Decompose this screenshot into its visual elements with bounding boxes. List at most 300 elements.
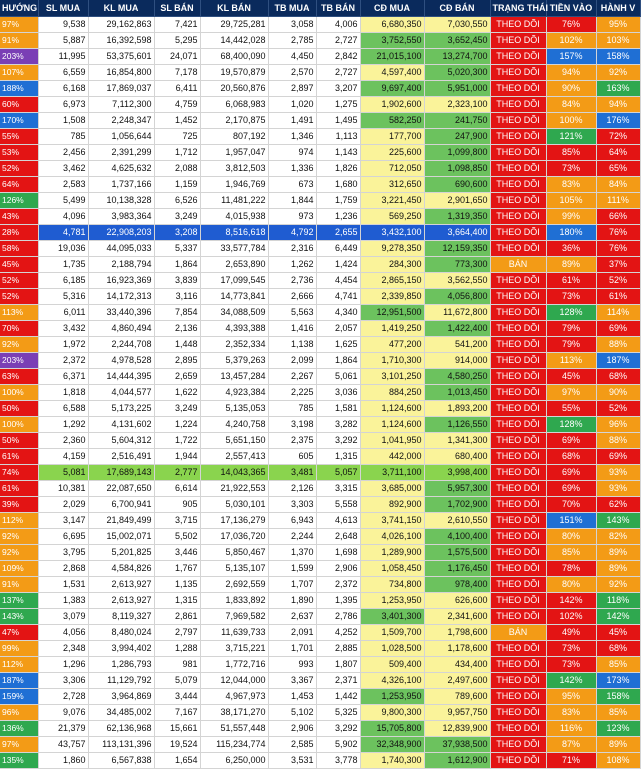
column-header-money-in[interactable]: TIỀN VÀO: [546, 0, 596, 17]
status-badge: THEO DÕI: [490, 657, 546, 673]
table-row[interactable]: [0, 449, 640, 465]
table-row[interactable]: [0, 81, 640, 97]
table-row[interactable]: [0, 305, 640, 321]
table-row[interactable]: [0, 641, 640, 657]
cell-behavior: 76%: [596, 225, 640, 241]
header-row: [0, 0, 640, 17]
cell-cd-buy: 1,289,900: [360, 545, 424, 561]
cell-kl-sell: 807,192: [200, 129, 268, 145]
cell-sl-buy: 1,508: [38, 113, 88, 129]
column-header-avg-sell[interactable]: TB BÁN: [316, 0, 360, 17]
cell-avg-buy: 5,563: [268, 305, 316, 321]
cell-kl-sell: 19,570,879: [200, 65, 268, 81]
cell-direction: 96%: [0, 705, 38, 721]
cell-money-in: 97%: [546, 385, 596, 401]
cell-avg-sell: 5,057: [316, 465, 360, 481]
table-row[interactable]: [0, 257, 640, 273]
cell-money-in: 68%: [546, 449, 596, 465]
table-row[interactable]: [0, 113, 640, 129]
cell-sl-buy: 6,973: [38, 97, 88, 113]
cell-cd-buy: 3,752,550: [360, 33, 424, 49]
cell-kl-buy: 14,172,313: [88, 289, 154, 305]
cell-kl-buy: 1,737,166: [88, 177, 154, 193]
cell-avg-buy: 2,244: [268, 529, 316, 545]
cell-money-in: 94%: [546, 65, 596, 81]
table-row[interactable]: [0, 465, 640, 481]
cell-kl-buy: 16,392,598: [88, 33, 154, 49]
cell-avg-buy: 1,370: [268, 545, 316, 561]
cell-money-in: 79%: [546, 337, 596, 353]
cell-behavior: 88%: [596, 433, 640, 449]
cell-direction: 100%: [0, 417, 38, 433]
cell-kl-buy: 5,173,225: [88, 401, 154, 417]
table-row[interactable]: [0, 689, 640, 705]
cell-kl-sell: 5,030,101: [200, 497, 268, 513]
cell-avg-buy: 3,531: [268, 753, 316, 769]
cell-kl-buy: 2,248,347: [88, 113, 154, 129]
cell-behavior: 158%: [596, 49, 640, 65]
status-badge: THEO DÕI: [490, 497, 546, 513]
cell-cd-sell: 3,998,400: [424, 465, 490, 481]
cell-cd-sell: 1,341,300: [424, 433, 490, 449]
table-row[interactable]: [0, 417, 640, 433]
cell-cd-sell: 1,099,800: [424, 145, 490, 161]
status-badge: THEO DÕI: [490, 433, 546, 449]
cell-avg-buy: 2,585: [268, 737, 316, 753]
cell-sl-buy: 6,588: [38, 401, 88, 417]
cell-direction: 92%: [0, 337, 38, 353]
cell-sl-sell: 1,864: [154, 257, 200, 273]
cell-direction: 39%: [0, 497, 38, 513]
cell-avg-buy: 973: [268, 209, 316, 225]
cell-direction: 112%: [0, 657, 38, 673]
table-row[interactable]: [0, 321, 640, 337]
cell-avg-buy: 3,303: [268, 497, 316, 513]
cell-sl-sell: 1,622: [154, 385, 200, 401]
cell-avg-sell: 3,207: [316, 81, 360, 97]
cell-kl-buy: 3,994,402: [88, 641, 154, 657]
cell-behavior: 65%: [596, 161, 640, 177]
cell-avg-sell: 1,826: [316, 161, 360, 177]
cell-avg-sell: 1,680: [316, 177, 360, 193]
cell-avg-sell: 2,842: [316, 49, 360, 65]
table-row[interactable]: [0, 657, 640, 673]
cell-kl-sell: 4,967,973: [200, 689, 268, 705]
table-row[interactable]: [0, 97, 640, 113]
cell-cd-buy: 442,000: [360, 449, 424, 465]
cell-money-in: 113%: [546, 353, 596, 369]
cell-kl-buy: 7,112,300: [88, 97, 154, 113]
cell-cd-sell: 12,159,350: [424, 241, 490, 257]
table-row[interactable]: [0, 577, 640, 593]
cell-cd-sell: 1,098,850: [424, 161, 490, 177]
cell-behavior: 82%: [596, 529, 640, 545]
cell-direction: 60%: [0, 97, 38, 113]
status-badge: THEO DÕI: [490, 529, 546, 545]
cell-sl-buy: 9,538: [38, 17, 88, 33]
cell-cd-sell: 2,901,650: [424, 193, 490, 209]
table-row[interactable]: [0, 385, 640, 401]
cell-sl-sell: 1,224: [154, 417, 200, 433]
cell-sl-sell: 1,159: [154, 177, 200, 193]
cell-behavior: 94%: [596, 97, 640, 113]
cell-sl-buy: 1,735: [38, 257, 88, 273]
table-row[interactable]: [0, 481, 640, 497]
cell-money-in: 71%: [546, 753, 596, 769]
column-header-sl-buy[interactable]: SL MUA: [38, 0, 88, 17]
table-row[interactable]: [0, 145, 640, 161]
cell-cd-buy: 734,800: [360, 577, 424, 593]
table-row[interactable]: [0, 161, 640, 177]
cell-money-in: 55%: [546, 401, 596, 417]
cell-direction: 159%: [0, 689, 38, 705]
cell-behavior: 89%: [596, 561, 640, 577]
cell-kl-buy: 17,689,143: [88, 465, 154, 481]
cell-avg-buy: 2,906: [268, 721, 316, 737]
cell-sl-sell: 1,452: [154, 113, 200, 129]
table-row[interactable]: [0, 545, 640, 561]
cell-sl-buy: 1,292: [38, 417, 88, 433]
cell-behavior: 93%: [596, 465, 640, 481]
cell-direction: 170%: [0, 113, 38, 129]
cell-avg-buy: 1,336: [268, 161, 316, 177]
cell-direction: 97%: [0, 17, 38, 33]
cell-avg-buy: 1,262: [268, 257, 316, 273]
table-row[interactable]: [0, 609, 640, 625]
status-badge: THEO DÕI: [490, 241, 546, 257]
cell-behavior: 88%: [596, 337, 640, 353]
cell-cd-sell: 3,664,400: [424, 225, 490, 241]
cell-behavior: 68%: [596, 641, 640, 657]
table-row[interactable]: [0, 625, 640, 641]
cell-cd-buy: 32,348,900: [360, 737, 424, 753]
cell-sl-buy: 4,781: [38, 225, 88, 241]
table-row[interactable]: [0, 337, 640, 353]
status-badge: THEO DÕI: [490, 145, 546, 161]
status-badge: THEO DÕI: [490, 609, 546, 625]
cell-avg-sell: 5,061: [316, 369, 360, 385]
cell-kl-buy: 53,375,601: [88, 49, 154, 65]
cell-cd-buy: 15,705,800: [360, 721, 424, 737]
cell-cd-buy: 582,250: [360, 113, 424, 129]
table-row[interactable]: [0, 497, 640, 513]
cell-avg-buy: 1,346: [268, 129, 316, 145]
cell-money-in: 128%: [546, 305, 596, 321]
cell-behavior: 37%: [596, 257, 640, 273]
cell-direction: 43%: [0, 209, 38, 225]
column-header-kl-buy[interactable]: KL MUA: [88, 0, 154, 17]
cell-sl-sell: 725: [154, 129, 200, 145]
column-header-sl-sell[interactable]: SL BÁN: [154, 0, 200, 17]
cell-avg-buy: 1,138: [268, 337, 316, 353]
cell-direction: 126%: [0, 193, 38, 209]
cell-sl-sell: 2,088: [154, 161, 200, 177]
cell-avg-sell: 2,655: [316, 225, 360, 241]
cell-avg-buy: 605: [268, 449, 316, 465]
column-header-behavior[interactable]: HÀNH V: [596, 0, 640, 17]
cell-behavior: 92%: [596, 577, 640, 593]
cell-kl-buy: 11,129,792: [88, 673, 154, 689]
cell-avg-sell: 1,236: [316, 209, 360, 225]
cell-avg-buy: 2,316: [268, 241, 316, 257]
cell-cd-buy: 509,400: [360, 657, 424, 673]
cell-kl-sell: 11,639,733: [200, 625, 268, 641]
cell-avg-sell: 1,625: [316, 337, 360, 353]
cell-kl-buy: 22,087,650: [88, 481, 154, 497]
cell-cd-sell: 247,900: [424, 129, 490, 145]
column-header-status[interactable]: TRẠNG THÁI: [490, 0, 546, 17]
cell-avg-buy: 1,491: [268, 113, 316, 129]
cell-direction: 52%: [0, 289, 38, 305]
cell-behavior: 123%: [596, 721, 640, 737]
cell-avg-sell: 5,325: [316, 705, 360, 721]
cell-kl-buy: 17,869,037: [88, 81, 154, 97]
cell-cd-buy: 3,101,250: [360, 369, 424, 385]
cell-direction: 70%: [0, 321, 38, 337]
table-row[interactable]: [0, 369, 640, 385]
column-header-direction[interactable]: HƯỚNG: [0, 0, 38, 17]
cell-avg-sell: 2,906: [316, 561, 360, 577]
cell-kl-buy: 4,625,632: [88, 161, 154, 177]
cell-behavior: 142%: [596, 609, 640, 625]
table-row[interactable]: [0, 561, 640, 577]
cell-sl-sell: 1,767: [154, 561, 200, 577]
cell-direction: 113%: [0, 305, 38, 321]
column-header-kl-sell[interactable]: KL BÁN: [200, 0, 268, 17]
cell-cd-sell: 4,100,400: [424, 529, 490, 545]
cell-behavior: 92%: [596, 65, 640, 81]
cell-sl-buy: 1,860: [38, 753, 88, 769]
cell-sl-buy: 11,995: [38, 49, 88, 65]
table-row[interactable]: [0, 33, 640, 49]
cell-avg-sell: 4,006: [316, 17, 360, 33]
table-row[interactable]: [0, 401, 640, 417]
cell-direction: 61%: [0, 481, 38, 497]
cell-avg-sell: 1,759: [316, 193, 360, 209]
cell-cd-buy: 3,685,000: [360, 481, 424, 497]
cell-money-in: 142%: [546, 593, 596, 609]
cell-direction: 107%: [0, 65, 38, 81]
cell-kl-sell: 2,653,890: [200, 257, 268, 273]
cell-behavior: 45%: [596, 625, 640, 641]
cell-cd-sell: 1,702,900: [424, 497, 490, 513]
cell-kl-sell: 5,850,467: [200, 545, 268, 561]
cell-kl-sell: 7,969,582: [200, 609, 268, 625]
status-badge: THEO DÕI: [490, 209, 546, 225]
cell-avg-sell: 6,449: [316, 241, 360, 257]
cell-sl-buy: 3,306: [38, 673, 88, 689]
cell-cd-sell: 1,798,600: [424, 625, 490, 641]
cell-avg-sell: 2,885: [316, 641, 360, 657]
cell-kl-sell: 4,240,758: [200, 417, 268, 433]
cell-cd-sell: 978,400: [424, 577, 490, 593]
cell-behavior: 68%: [596, 369, 640, 385]
cell-kl-buy: 3,964,869: [88, 689, 154, 705]
table-row[interactable]: [0, 721, 640, 737]
cell-sl-sell: 1,288: [154, 641, 200, 657]
cell-kl-sell: 8,516,618: [200, 225, 268, 241]
cell-kl-sell: 12,044,000: [200, 673, 268, 689]
table-row[interactable]: [0, 273, 640, 289]
cell-direction: 136%: [0, 721, 38, 737]
cell-direction: 53%: [0, 145, 38, 161]
cell-sl-buy: 6,011: [38, 305, 88, 321]
column-header-cd-buy[interactable]: CĐ MUA: [360, 0, 424, 17]
cell-behavior: 93%: [596, 481, 640, 497]
cell-cd-buy: 12,951,500: [360, 305, 424, 321]
cell-cd-sell: 2,341,600: [424, 609, 490, 625]
cell-avg-buy: 1,416: [268, 321, 316, 337]
cell-sl-sell: 2,797: [154, 625, 200, 641]
table-row[interactable]: [0, 289, 640, 305]
cell-kl-buy: 4,131,602: [88, 417, 154, 433]
cell-sl-sell: 5,295: [154, 33, 200, 49]
cell-direction: 143%: [0, 609, 38, 625]
cell-direction: 92%: [0, 529, 38, 545]
cell-cd-buy: 892,900: [360, 497, 424, 513]
table-row[interactable]: [0, 49, 640, 65]
cell-kl-buy: 1,286,793: [88, 657, 154, 673]
cell-cd-buy: 1,028,500: [360, 641, 424, 657]
cell-behavior: 118%: [596, 593, 640, 609]
table-row[interactable]: [0, 193, 640, 209]
cell-money-in: 116%: [546, 721, 596, 737]
cell-cd-buy: 1,124,600: [360, 417, 424, 433]
cell-sl-buy: 43,757: [38, 737, 88, 753]
table-row[interactable]: [0, 65, 640, 81]
cell-sl-sell: 905: [154, 497, 200, 513]
column-header-cd-sell[interactable]: CĐ BÁN: [424, 0, 490, 17]
cell-direction: 45%: [0, 257, 38, 273]
cell-cd-sell: 1,319,350: [424, 209, 490, 225]
table-row[interactable]: [0, 241, 640, 257]
cell-kl-buy: 4,860,494: [88, 321, 154, 337]
cell-sl-buy: 4,159: [38, 449, 88, 465]
cell-sl-buy: 1,531: [38, 577, 88, 593]
cell-cd-sell: 690,600: [424, 177, 490, 193]
cell-direction: 91%: [0, 577, 38, 593]
cell-avg-sell: 1,698: [316, 545, 360, 561]
cell-kl-sell: 14,442,028: [200, 33, 268, 49]
cell-cd-sell: 1,575,500: [424, 545, 490, 561]
table-row[interactable]: [0, 177, 640, 193]
cell-kl-sell: 2,692,559: [200, 577, 268, 593]
cell-cd-sell: 11,672,800: [424, 305, 490, 321]
cell-sl-sell: 5,079: [154, 673, 200, 689]
cell-avg-sell: 3,315: [316, 481, 360, 497]
cell-behavior: 176%: [596, 113, 640, 129]
cell-avg-buy: 3,198: [268, 417, 316, 433]
cell-kl-buy: 22,908,203: [88, 225, 154, 241]
cell-money-in: 128%: [546, 417, 596, 433]
cell-kl-buy: 2,613,927: [88, 593, 154, 609]
cell-sl-buy: 6,371: [38, 369, 88, 385]
cell-avg-buy: 4,450: [268, 49, 316, 65]
cell-kl-buy: 6,567,838: [88, 753, 154, 769]
cell-kl-sell: 68,400,090: [200, 49, 268, 65]
table-row[interactable]: [0, 209, 640, 225]
cell-cd-sell: 434,400: [424, 657, 490, 673]
cell-avg-buy: 2,225: [268, 385, 316, 401]
cell-money-in: 151%: [546, 513, 596, 529]
cell-kl-buy: 3,983,364: [88, 209, 154, 225]
cell-sl-sell: 1,654: [154, 753, 200, 769]
cell-behavior: 61%: [596, 289, 640, 305]
column-header-avg-buy[interactable]: TB MUA: [268, 0, 316, 17]
cell-sl-buy: 5,499: [38, 193, 88, 209]
cell-sl-buy: 21,379: [38, 721, 88, 737]
cell-behavior: 108%: [596, 753, 640, 769]
table-row[interactable]: [0, 225, 640, 241]
table-row[interactable]: [0, 737, 640, 753]
cell-avg-buy: 993: [268, 657, 316, 673]
cell-money-in: 36%: [546, 241, 596, 257]
cell-sl-sell: 15,661: [154, 721, 200, 737]
cell-money-in: 83%: [546, 705, 596, 721]
cell-avg-sell: 1,442: [316, 689, 360, 705]
cell-kl-sell: 2,557,413: [200, 449, 268, 465]
cell-sl-sell: 1,944: [154, 449, 200, 465]
table-row[interactable]: [0, 529, 640, 545]
cell-avg-buy: 1,020: [268, 97, 316, 113]
cell-kl-sell: 5,135,053: [200, 401, 268, 417]
table-row[interactable]: [0, 129, 640, 145]
table-row[interactable]: [0, 353, 640, 369]
table-row[interactable]: [0, 753, 640, 769]
cell-sl-sell: 1,135: [154, 577, 200, 593]
cell-cd-buy: 225,600: [360, 145, 424, 161]
table-row[interactable]: [0, 513, 640, 529]
table-row[interactable]: [0, 593, 640, 609]
cell-behavior: 158%: [596, 689, 640, 705]
cell-direction: 99%: [0, 641, 38, 657]
cell-money-in: 69%: [546, 465, 596, 481]
cell-cd-buy: 6,680,350: [360, 17, 424, 33]
cell-sl-sell: 7,178: [154, 65, 200, 81]
cell-kl-sell: 1,957,047: [200, 145, 268, 161]
cell-money-in: 180%: [546, 225, 596, 241]
table-row[interactable]: [0, 705, 640, 721]
cell-avg-buy: 974: [268, 145, 316, 161]
cell-money-in: 142%: [546, 673, 596, 689]
cell-behavior: 66%: [596, 209, 640, 225]
cell-sl-buy: 4,056: [38, 625, 88, 641]
cell-kl-buy: 2,516,491: [88, 449, 154, 465]
status-badge: THEO DÕI: [490, 449, 546, 465]
cell-kl-buy: 34,485,002: [88, 705, 154, 721]
table-row[interactable]: [0, 673, 640, 689]
cell-kl-sell: 4,393,388: [200, 321, 268, 337]
cell-behavior: 85%: [596, 657, 640, 673]
cell-kl-sell: 13,457,284: [200, 369, 268, 385]
cell-kl-buy: 14,444,395: [88, 369, 154, 385]
cell-direction: 112%: [0, 513, 38, 529]
cell-kl-buy: 16,923,369: [88, 273, 154, 289]
cell-sl-sell: 3,208: [154, 225, 200, 241]
cell-cd-buy: 477,200: [360, 337, 424, 353]
cell-direction: 188%: [0, 81, 38, 97]
table-row[interactable]: [0, 433, 640, 449]
cell-sl-sell: 5,337: [154, 241, 200, 257]
status-badge: THEO DÕI: [490, 385, 546, 401]
cell-sl-buy: 19,036: [38, 241, 88, 257]
status-badge: THEO DÕI: [490, 193, 546, 209]
cell-sl-sell: 1,448: [154, 337, 200, 353]
status-badge: THEO DÕI: [490, 161, 546, 177]
cell-cd-sell: 5,957,300: [424, 481, 490, 497]
table-row[interactable]: [0, 17, 640, 33]
cell-cd-buy: 1,710,300: [360, 353, 424, 369]
